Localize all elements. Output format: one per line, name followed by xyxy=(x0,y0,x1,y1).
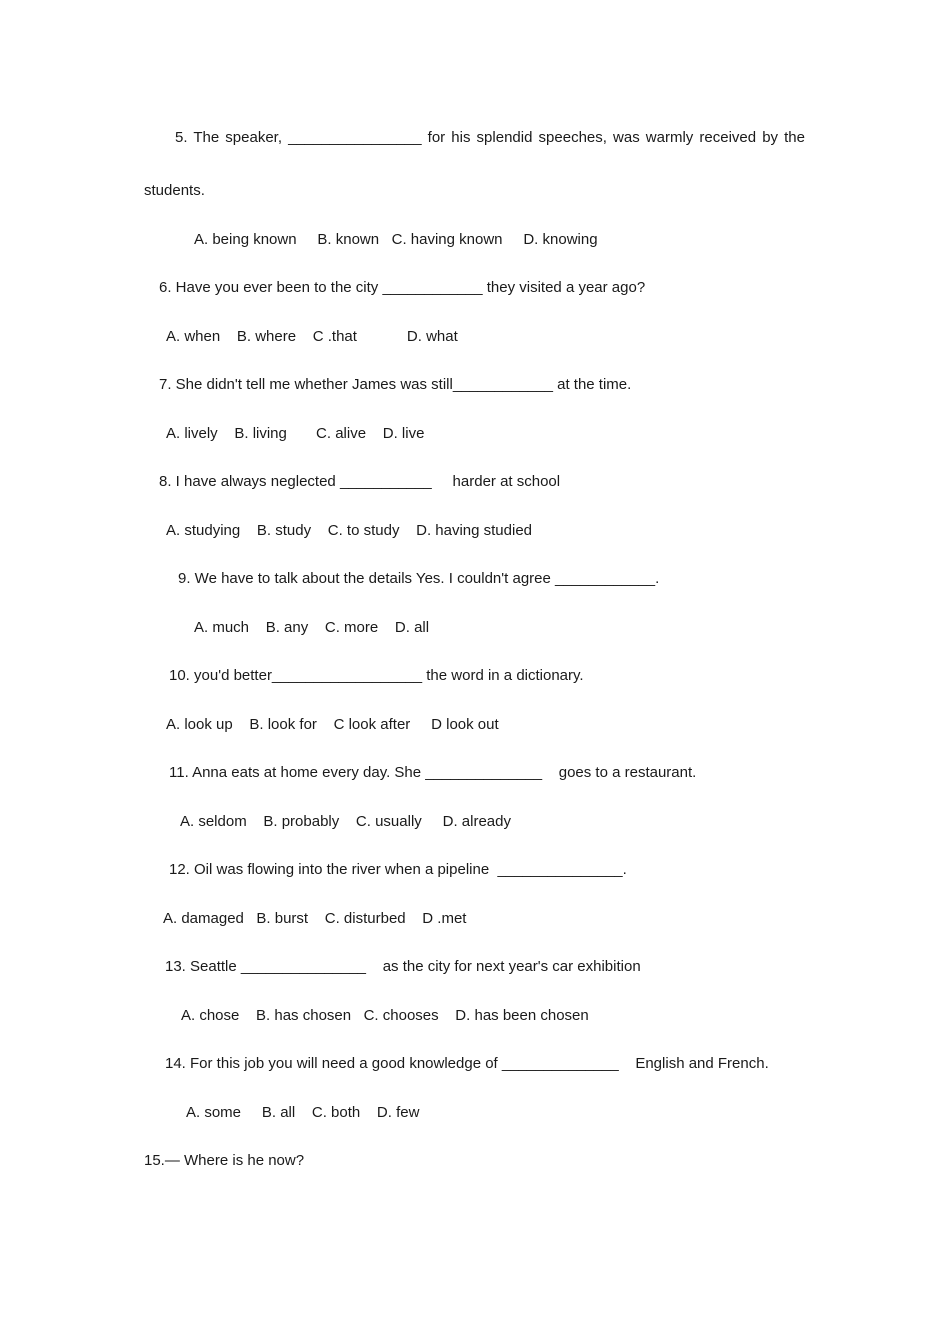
question-9-options: A. much B. any C. more D. all xyxy=(194,619,430,636)
question-10-options: A. look up B. look for C look after D look out xyxy=(166,716,499,733)
question-5-options: A. being known B. known C. having known D. knowing xyxy=(194,231,598,248)
question-15-stem: 15.— Where is he now? xyxy=(144,1152,305,1169)
question-8-stem: 8. I have always neglected ___________ harder at school xyxy=(159,473,561,490)
question-12-stem: 12. Oil was flowing into the river when a pipeline _______________. xyxy=(169,861,627,878)
question-5-stem-continued: students. xyxy=(144,182,205,199)
question-7-options: A. lively B. living C. alive D. live xyxy=(166,425,425,442)
question-11-stem: 11. Anna eats at home every day. She ______________ goes to a restaurant. xyxy=(169,764,697,781)
question-14-stem: 14. For this job you will need a good knowledge of ______________ English and French. xyxy=(165,1055,769,1072)
question-13-stem: 13. Seattle _______________ as the city for next year's car exhibition xyxy=(165,958,641,975)
question-6-stem: 6. Have you ever been to the city ____________ they visited a year ago? xyxy=(159,279,646,296)
question-8-options: A. studying B. study C. to study D. having studied xyxy=(166,522,533,539)
question-7-stem: 7. She didn't tell me whether James was still____________ at the time. xyxy=(159,376,632,393)
question-14-options: A. some B. all C. both D. few xyxy=(186,1104,420,1121)
question-11-options: A. seldom B. probably C. usually D. already xyxy=(180,813,511,830)
question-10-stem: 10. you'd better__________________ the word in a dictionary. xyxy=(169,667,584,684)
question-9-stem: 9. We have to talk about the details Yes. I couldn't agree ____________. xyxy=(178,570,660,587)
question-13-options: A. chose B. has chosen C. chooses D. has been chosen xyxy=(181,1007,589,1024)
question-5-stem: 5. The speaker, ________________ for his splendid speeches, was warmly received by the xyxy=(175,129,805,146)
question-12-options: A. damaged B. burst C. disturbed D .met xyxy=(163,910,467,927)
question-6-options: A. when B. where C .that D. what xyxy=(166,328,458,345)
